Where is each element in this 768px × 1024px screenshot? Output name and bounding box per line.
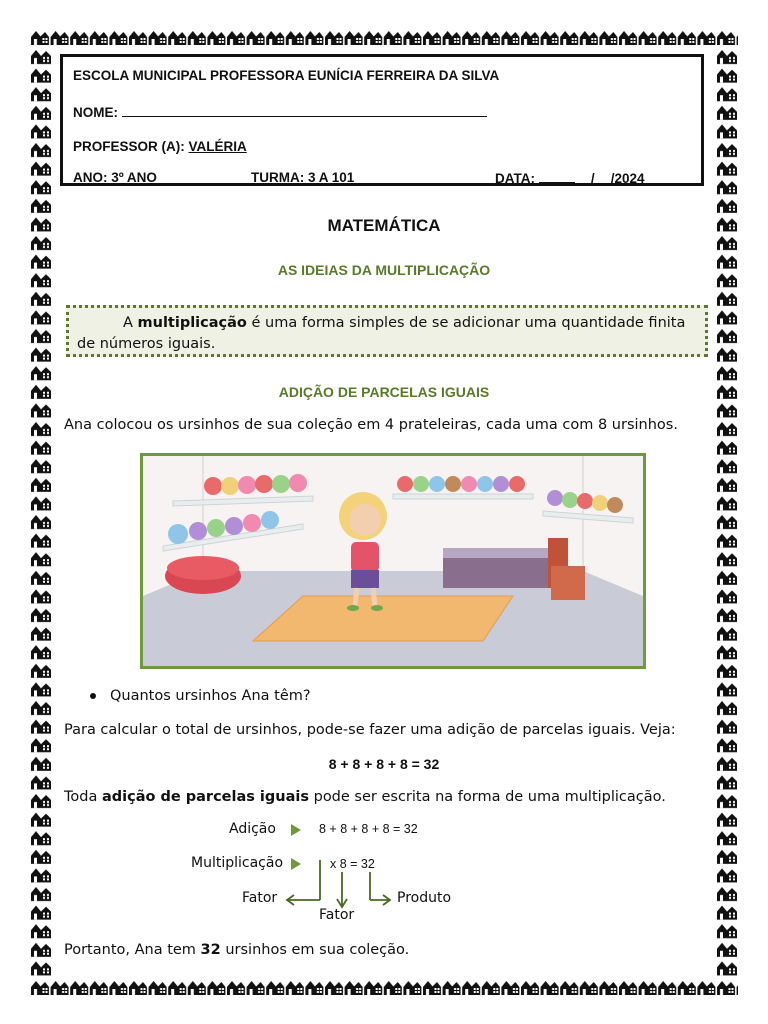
question-text: Quantos ursinhos Ana têm?	[110, 688, 311, 704]
house-icon-row	[30, 28, 738, 48]
paragraph-3-rest: pode ser escrita na forma de uma multiplicação.	[309, 789, 666, 805]
date-field[interactable]	[495, 170, 645, 186]
house-icon-row	[30, 978, 738, 998]
multiplication-diagram	[0, 812, 768, 927]
paragraph-3-prefix: Toda	[64, 789, 102, 805]
factor-left-label: Fator	[242, 890, 278, 906]
paragraph-3-bold: adição de parcelas iguais	[101, 789, 309, 805]
factor-product-arrows	[0, 812, 768, 927]
date-day-blank[interactable]	[539, 170, 575, 183]
bullet-icon	[90, 693, 96, 699]
grade-label: ANO: 3º ANO	[73, 170, 157, 185]
factor-bottom-label: Fator	[319, 907, 355, 923]
addition-label: Adição	[229, 821, 276, 837]
paragraph-ana-shelves: Ana colocou os ursinhos de sua coleção em 4 prateleiras, cada uma com 8 ursinhos.	[64, 417, 678, 433]
addition-expression: 8 + 8 + 8 + 8 = 32	[319, 822, 418, 836]
conclusion-rest: ursinhos em sua coleção.	[220, 942, 410, 958]
decorative-border-bottom	[30, 978, 738, 998]
bullet-question	[90, 688, 311, 704]
bedroom-scene-image	[143, 456, 643, 666]
section-title-multiplication-ideas: AS IDEIAS DA MULTIPLICAÇÃO	[277, 262, 491, 278]
paragraph-calculation: Para calcular o total de ursinhos, pode-se fazer uma adição de parcelas iguais. Veja:	[64, 722, 676, 738]
name-blank-line[interactable]	[122, 104, 487, 117]
multiplication-label: Multiplicação	[191, 855, 284, 871]
conclusion-prefix: Portanto, Ana tem	[64, 942, 201, 958]
definition-rest: é uma forma simples de se adicionar uma quantidade finita de números iguais.	[77, 315, 686, 352]
teacher-label: PROFESSOR (A):	[73, 139, 185, 154]
product-label: Produto	[397, 890, 452, 906]
header-box	[60, 54, 704, 186]
multiplication-expression: x 8 = 32	[330, 857, 375, 871]
definition-box	[66, 305, 708, 357]
paragraph-equal-addends	[64, 789, 666, 805]
section-title-equal-addends: ADIÇÃO DE PARCELAS IGUAIS	[278, 384, 490, 400]
decorative-border-top	[30, 28, 738, 48]
name-label: NOME:	[73, 105, 118, 120]
conclusion-paragraph	[64, 942, 409, 958]
equation-addition: 8 + 8 + 8 + 8 = 32	[328, 756, 440, 772]
date-year: /2024	[610, 171, 645, 186]
teacher-line	[73, 139, 247, 154]
definition-bold: multiplicação	[137, 315, 247, 331]
date-month-blank[interactable]	[575, 171, 611, 184]
page-title: MATEMÁTICA	[327, 216, 441, 235]
definition-prefix: A	[123, 315, 138, 331]
conclusion-bold: 32	[200, 942, 221, 958]
date-separator: /	[590, 171, 595, 186]
teacher-name: VALÉRIA	[188, 139, 247, 154]
date-label: DATA:	[495, 171, 535, 186]
school-name: ESCOLA MUNICIPAL PROFESSORA EUNÍCIA FERREIRA DA SILVA	[73, 68, 500, 83]
bedroom-illustration	[140, 453, 646, 669]
name-field[interactable]	[73, 104, 487, 120]
class-label: TURMA: 3 A 101	[251, 170, 355, 185]
